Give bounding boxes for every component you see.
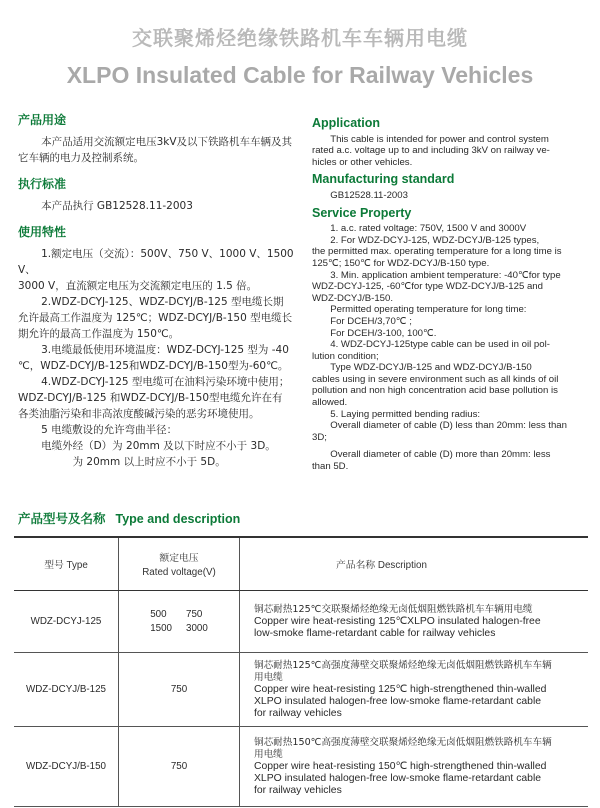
page-title-en: XLPO Insulated Cable for Railway Vehicles xyxy=(66,62,534,88)
application-heading-cn: 产品用途 xyxy=(18,113,67,127)
text-line: 3000 V，直流额定电压为交流额定电压的 1.5 倍。 xyxy=(18,280,258,292)
description-en-line: low-smoke flame-retardant cable for railway vehicles xyxy=(254,627,496,639)
description-cn-line: 用电缆 xyxy=(254,671,283,683)
description-en-line: for railway vehicles xyxy=(254,784,342,796)
voltage-value: 750 xyxy=(186,609,203,620)
text-line: the permitted max. operating temperature for a long time is xyxy=(312,246,562,258)
description-cn-line: 铜芯耐热125℃交联聚烯烃绝缘无卤低烟阻燃铁路机车车辆用电缆 xyxy=(254,603,533,615)
text-line: 允许最高工作温度为 125℃；WDZ-DCYJ/B-150 型电缆长 xyxy=(18,312,293,324)
text-line: rated a.c. voltage up to and including 3kV on railway ve- xyxy=(312,145,550,157)
cell-description xyxy=(240,727,589,807)
cell-voltage xyxy=(119,591,240,653)
voltage-value: 3000 xyxy=(186,623,208,634)
text-line: than 5D. xyxy=(312,461,349,473)
type-table xyxy=(14,536,588,807)
right-column xyxy=(312,118,584,473)
text-line: For DCEH/3-100, 100℃. xyxy=(330,327,437,339)
standard-text-cn: 本产品执行 GB12528.11-2003 xyxy=(41,200,193,212)
type-section-title xyxy=(18,509,240,527)
text-line: 1.额定电压（交流）：500V、750 V、1000 V、1500 V、 xyxy=(18,248,294,276)
text-line: 3.电缆最低使用环境温度：WDZ-DCYJ-125 型为 -40 xyxy=(41,344,289,356)
description-en-line: XLPO insulated halogen-free low-smoke flame-retardant cable xyxy=(254,772,542,784)
text-line: 125℃; 150℃ for WDZ-DCYJ/B-150 type. xyxy=(312,257,490,269)
property-text-en xyxy=(312,223,584,472)
text-line: 5 电缆敷设的允许弯曲半径： xyxy=(41,424,178,436)
voltage-grid xyxy=(150,609,208,634)
cell-description xyxy=(240,591,589,653)
text-line: 2. For WDZ-DCYJ-125, WDZ-DCYJ/B-125 types, xyxy=(330,234,540,246)
text-line: ℃，WDZ-DCYJ/B-125和WDZ-DCYJ/B-150型为-60℃。 xyxy=(18,360,289,372)
header-voltage xyxy=(119,537,240,591)
text-line: 3D; xyxy=(312,431,327,443)
text-line: 为 20mm 以上时应不小于 5D。 xyxy=(72,456,226,468)
standard-heading-en: Manufacturing standard xyxy=(312,172,455,187)
description-en-line: Copper wire heat-resisting 125℃XLPO insulated halogen-free xyxy=(254,615,541,627)
text-line: allowed. xyxy=(312,397,348,409)
description-cn-line: 铜芯耐热150℃高强度薄壁交联聚烯烃绝缘无卤低烟阻燃铁路机车车辆 xyxy=(254,736,552,748)
text-line: 1. a.c. rated voltage: 750V, 1500 V and 3000V xyxy=(330,223,527,235)
description-en-line: XLPO insulated halogen-free low-smoke flame-retardant cable xyxy=(254,695,542,707)
text-line: Permitted operating temperature for long time: xyxy=(330,304,527,316)
text-line: 它车辆的电力及控制系统。 xyxy=(18,152,144,164)
voltage-value: 750 xyxy=(170,761,188,772)
text-line: 期允许的最高工作温度为 150℃。 xyxy=(18,328,180,340)
text-line: hicles or other vehicles. xyxy=(312,156,413,168)
text-line: This cable is intended for power and control system xyxy=(330,133,549,145)
text-line: cables using in severe environment such as all kinds of oil xyxy=(312,373,559,385)
header-description: 产品名称 Description xyxy=(240,537,589,591)
application-heading-en: Application xyxy=(312,116,381,130)
table-row xyxy=(14,727,588,807)
text-line: WDZ-DCYJ/B-125 和WDZ-DCYJ/B-150型电缆允许在有 xyxy=(18,392,283,404)
cell-description xyxy=(240,653,589,727)
description-en-line: Copper wire heat-resisting 125℃ high-strengthened thin-walled xyxy=(254,683,547,695)
text-line: Overall diameter of cable (D) less than 20mm: less than xyxy=(330,420,567,432)
text-line: WDZ-DCYJ-125, -60℃for type WDZ-DCYJ/B-125 and xyxy=(312,281,543,293)
voltage-value: 1500 xyxy=(150,623,172,634)
property-heading-cn: 使用特性 xyxy=(18,225,67,239)
standard-text-en: GB12528.11-2003 xyxy=(330,189,408,201)
text-line: pollution and non high concentration acid base pollution is xyxy=(312,385,558,397)
header-type: 型号 Type xyxy=(14,537,119,591)
type-section-title-cn: 产品型号及名称 xyxy=(18,511,106,526)
text-line: lution condition; xyxy=(312,350,379,362)
text-line: 电缆外经（D）为 20mm 及以下时应不小于 3D。 xyxy=(41,440,276,452)
cell-voltage xyxy=(119,727,240,807)
header-voltage-en: Rated voltage(V) xyxy=(142,567,216,578)
table-row xyxy=(14,653,588,727)
text-line: 4. WDZ-DCYJ-125type cable can be used in oil pol- xyxy=(330,339,550,351)
header-voltage-cn: 额定电压 xyxy=(159,553,199,564)
description-cn-line: 用电缆 xyxy=(254,748,283,760)
standard-heading-cn: 执行标准 xyxy=(18,177,67,191)
application-text-en xyxy=(312,134,584,169)
text-line: Overall diameter of cable (D) more than 20mm: less xyxy=(330,449,551,461)
text-line: WDZ-DCYJ/B-150. xyxy=(312,292,394,304)
text-line: Type WDZ-DCYJ/B-125 and WDZ-DCYJ/B-150 xyxy=(330,362,532,374)
table-row xyxy=(14,591,588,653)
left-column xyxy=(18,112,300,470)
text-line: 各类油脂污染和非高浓度酸碱污染的恶劣环境使用。 xyxy=(18,408,260,420)
text-line: 3. Min. application ambient temperature: -40℃for type xyxy=(330,269,561,281)
type-section-title-en: Type and description xyxy=(115,512,241,526)
description-en-line: Copper wire heat-resisting 150℃ high-strengthened thin-walled xyxy=(254,760,547,772)
cell-type: WDZ-DCYJ-125 xyxy=(14,591,119,653)
cell-type: WDZ-DCYJ/B-150 xyxy=(14,727,119,807)
page-title-cn: 交联聚烯烃绝缘铁路机车车辆用电缆 xyxy=(132,26,468,50)
text-line: 本产品适用交流额定电压3kV及以下铁路机车车辆及其 xyxy=(41,136,293,148)
property-text-cn xyxy=(18,246,300,470)
text-line: 4.WDZ-DCYJ-125 型电缆可在油料污染环境中使用； xyxy=(41,376,290,388)
voltage-value: 750 xyxy=(170,684,188,695)
text-line: For DCEH/3,70℃ ; xyxy=(330,315,412,327)
application-text-cn xyxy=(18,134,300,166)
cell-type: WDZ-DCYJ/B-125 xyxy=(14,653,119,727)
property-heading-en: Service Property xyxy=(312,205,412,220)
text-line: 2.WDZ-DCYJ-125、WDZ-DCYJ/B-125 型电缆长期 xyxy=(41,296,284,308)
description-cn-line: 铜芯耐热125℃高强度薄壁交联聚烯烃绝缘无卤低烟阻燃铁路机车车辆 xyxy=(254,659,552,671)
text-line: 5. Laying permitted bending radius: xyxy=(330,408,481,420)
cell-voltage xyxy=(119,653,240,727)
table-header-row xyxy=(14,537,588,591)
description-en-line: for railway vehicles xyxy=(254,707,342,719)
voltage-value: 500 xyxy=(150,609,167,620)
